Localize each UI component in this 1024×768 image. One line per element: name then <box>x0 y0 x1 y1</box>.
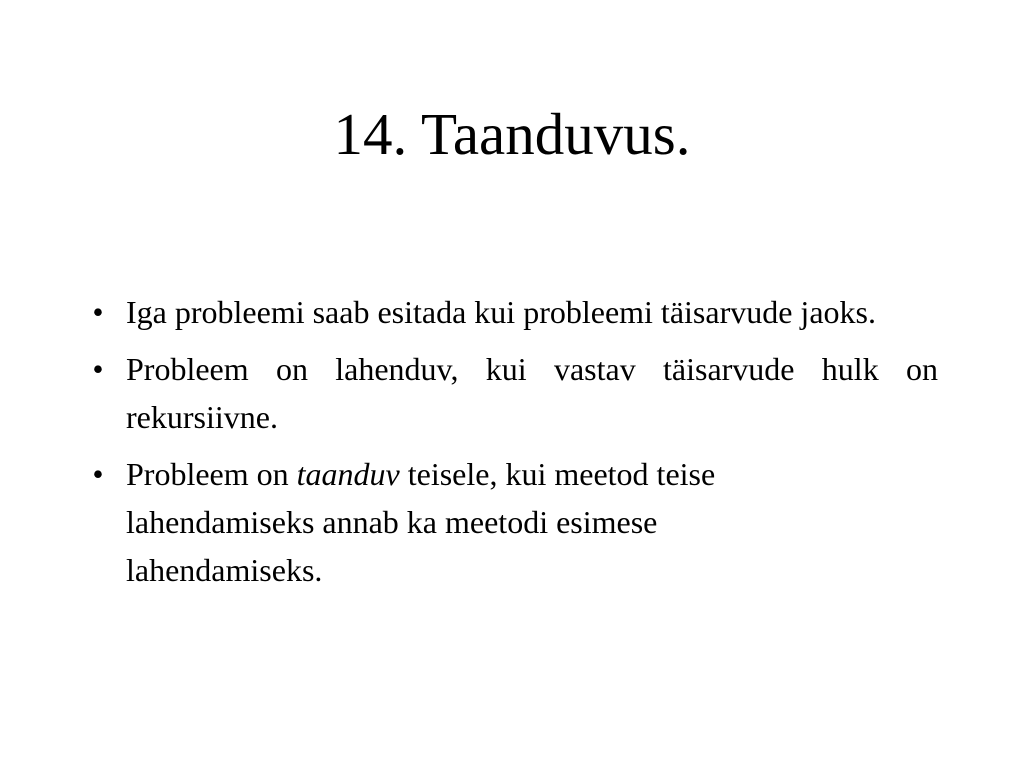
bullet-item-1 <box>83 288 938 336</box>
bullet-text: Iga probleemi saab esitada kui probleemi täisarvude jaoks. <box>126 294 876 330</box>
bullet-text-end-line1: teisele, kui meetod teise <box>399 456 716 492</box>
bullet-marker: • <box>92 294 104 330</box>
bullet-text-emphasis: taanduv <box>296 456 400 492</box>
slide-title: 14. Taanduvus. <box>333 101 691 167</box>
bullet-item-3 <box>83 450 938 594</box>
bullet-item-2 <box>83 345 938 441</box>
bullet-text-end-line3: lahendamiseks. <box>126 552 323 588</box>
bullet-list <box>83 288 938 603</box>
bullet-text-end-line2: lahendamiseks annab ka meetodi esimese <box>126 504 658 540</box>
bullet-text-start: Probleem on <box>126 456 297 492</box>
bullet-text: Probleem on lahenduv, kui vastav täisarvude hulk on rekursiivne. <box>126 351 938 435</box>
bullet-marker: • <box>92 351 104 387</box>
bullet-marker: • <box>92 456 104 492</box>
